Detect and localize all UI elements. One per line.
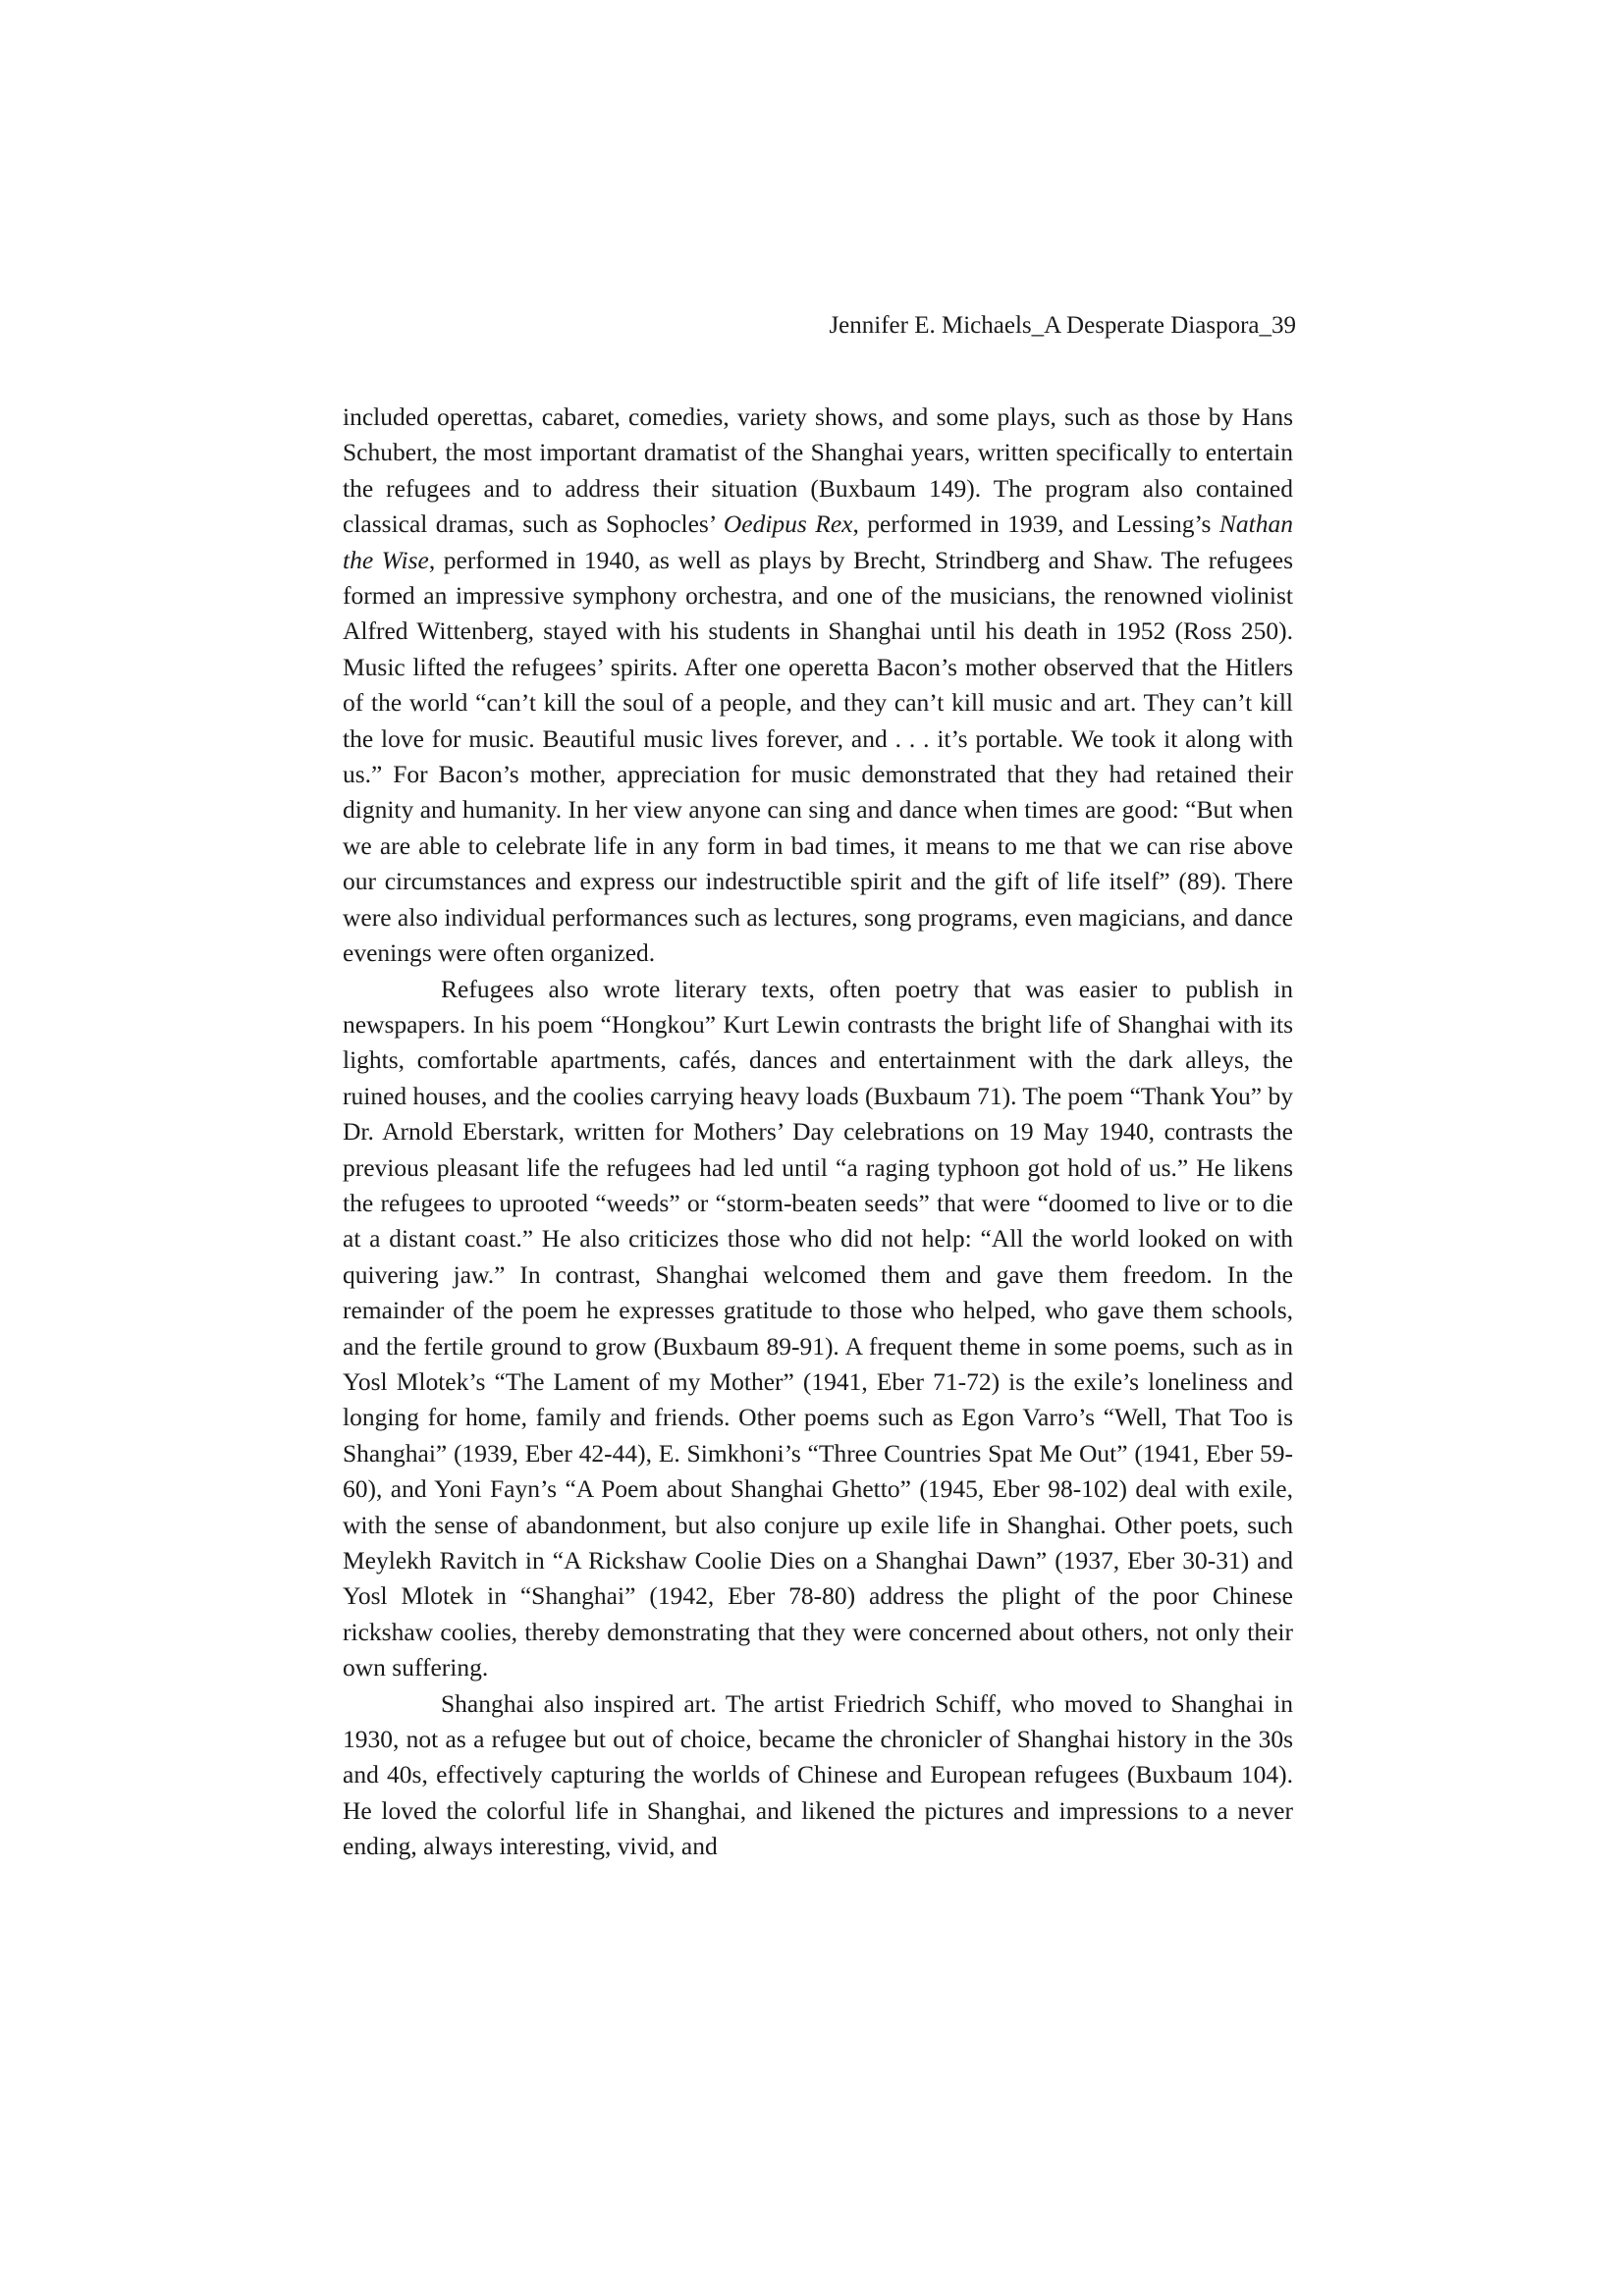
italic-title: Nathan the Wise [343,509,1293,574]
italic-title: Oedipus Rex [723,509,853,539]
body-text [343,400,1293,1865]
text-run: , performed in 1940, as well as plays by Brecht, Strindberg and Shaw. The refugees formed an impressive symphony orchestra, and one of the musicians, the renowned violinist Alfred Wittenberg, stayed with his students in Shanghai until his death in 1952 (Ross 250). Music lifted the refugees’ spirits. After one operetta Bacon’s mother observed that the Hitlers of the world “can’t kill the soul of a people, and they can’t kill music and art. They can’t kill the love for music. Beautiful music lives forever, and . . . it’s portable. We took it along with us.” For Bacon’s mother, appreciation for music demonstrated that they had retained their dignity and humanity. In her view anyone can sing and dance when times are good: “But when we are able to celebrate life in any form in bad times, it means to me that we can rise above our circumstances and express our indestructible spirit and the gift of life itself” (89). There were also individual performances such as lectures, song programs, even magicians, and dance evenings were often organized. [343,545,1293,968]
text-run: included operettas, cabaret, comedies, variety shows, and some plays, such as those by Hans Schubert, the most important dramatist of the Shanghai years, written specifically to entertain the refugees and to address their situation (Buxbaum 149). The program also contained classical dramas, such as Sophocles’ [343,402,1293,539]
text-run: Shanghai also inspired art. The artist Friedrich Schiff, who moved to Shanghai in 1930, not as a refugee but out of choice, became the chronicler of Shanghai history in the 30s and 40s, effectively capturing the worlds of Chinese and European refugees (Buxbaum 104). He loved the colorful life in Shanghai, and likened the pictures and impressions to a never ending, always interesting, vivid, and [343,1688,1293,1861]
paragraph [343,1686,1293,1865]
paragraph [343,400,1293,972]
text-run: , performed in 1939, and Lessing’s [852,509,1219,539]
paragraph [343,972,1293,1686]
running-header: Jennifer E. Michaels_A Desperate Diaspora_39 [829,312,1296,339]
text-run: Refugees also wrote literary texts, often poetry that was easier to publish in newspapers. In his poem “Hongkou” Kurt Lewin contrasts the bright life of Shanghai with its lights, comfortable apartments, cafés, dances and entertainment with the dark alleys, the ruined houses, and the coolies carrying heavy loads (Buxbaum 71). The poem “Thank You” by Dr. Arnold Eberstark, written for Mothers’ Day celebrations on 19 May 1940, contrasts the previous pleasant life the refugees had led until “a raging typhoon got hold of us.” He likens the refugees to uprooted “weeds” or “storm-beaten seeds” that were “doomed to live or to die at a distant coast.” He also criticizes those who did not help: “All the world looked on with quivering jaw.” In contrast, Shanghai welcomed them and gave them freedom. In the remainder of the poem he expresses gratitude to those who helped, who gave them schools, and the fertile ground to grow (Buxbaum 89-91). A frequent theme in some poems, such as in Yosl Mlotek’s “The Lament of my Mother” (1941, Eber 71-72) is the exile’s loneliness and longing for home, family and friends. Other poems such as Egon Varro’s “Well, That Too is Shanghai” (1939, Eber 42-44), E. Simkhoni’s “Three Countries Spat Me Out” (1941, Eber 59-60), and Yoni Fayn’s “A Poem about Shanghai Ghetto” (1945, Eber 98-102) deal with exile, with the sense of abandonment, but also conjure up exile life in Shanghai. Other poets, such Meylekh Ravitch in “A Rickshaw Coolie Dies on a Shanghai Dawn” (1937, Eber 30-31) and Yosl Mlotek in “Shanghai” (1942, Eber 78-80) address the plight of the poor Chinese rickshaw coolies, thereby demonstrating that they were concerned about others, not only their own suffering. [343,974,1293,1682]
